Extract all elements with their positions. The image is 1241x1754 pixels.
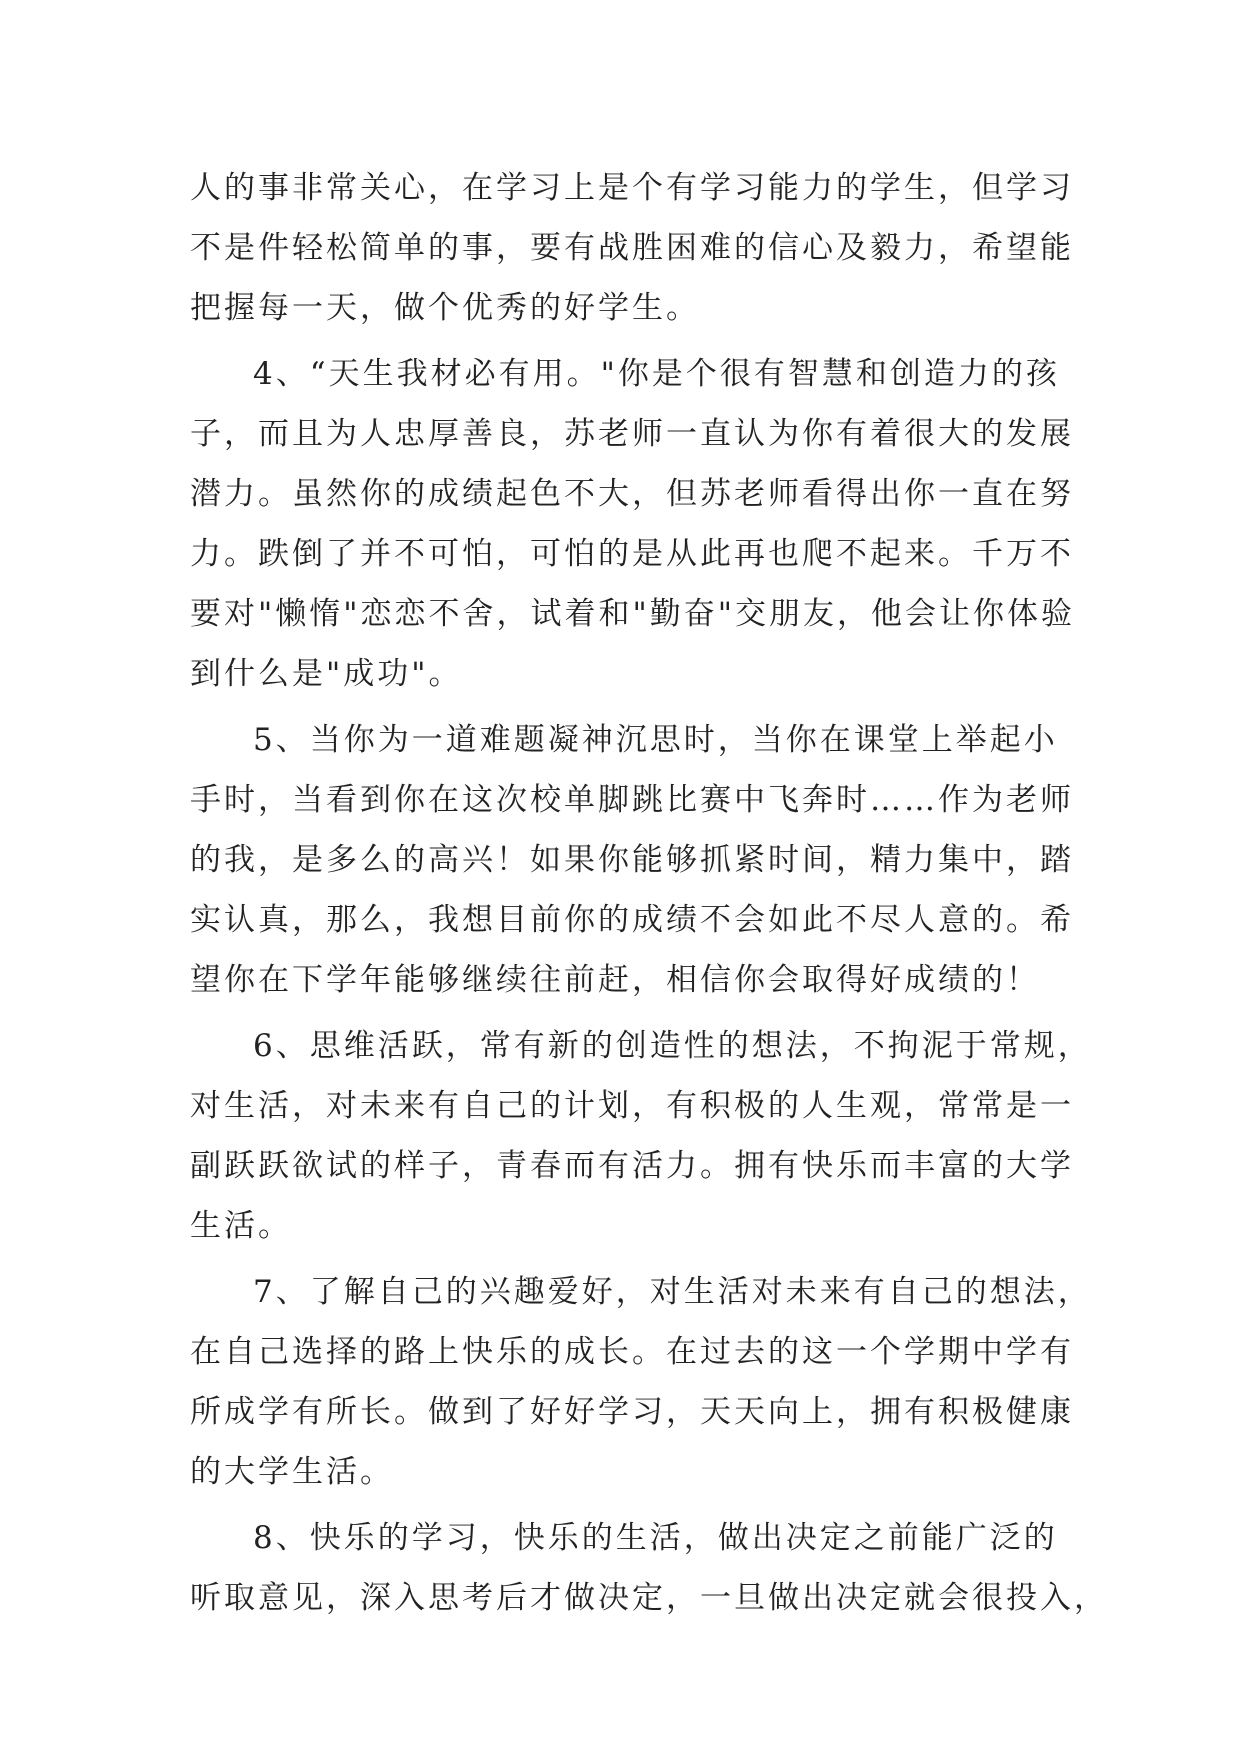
paragraph-4 (190, 344, 1076, 704)
text-line: 对生活，对未来有自己的计划，有积极的人生观，常常是一 (190, 1088, 1074, 1124)
text-line: 7、了解自己的兴趣爱好，对生活对未来有自己的想法， (253, 1274, 1092, 1310)
text-line: 的大学生活。 (190, 1454, 394, 1490)
paragraph-6 (190, 1016, 1092, 1256)
text-line: 子，而且为人忠厚善良，苏老师一直认为你有着很大的发展 (190, 416, 1074, 452)
text-line: 的我，是多么的高兴！如果你能够抓紧时间，精力集中，踏 (190, 842, 1074, 878)
text-line: 在自己选择的路上快乐的成长。在过去的这一个学期中学有 (190, 1334, 1074, 1370)
paragraph-8 (190, 1508, 1108, 1628)
text-line: 到什么是"成功"。 (190, 656, 463, 692)
text-line: 人的事非常关心，在学习上是个有学习能力的学生，但学习 (190, 170, 1074, 206)
text-line: 望你在下学年能够继续往前赶，相信你会取得好成绩的！ (190, 962, 1040, 998)
text-line: 手时，当看到你在这次校单脚跳比赛中飞奔时……作为老师 (190, 782, 1074, 818)
text-line: 6、思维活跃，常有新的创造性的想法，不拘泥于常规， (253, 1028, 1092, 1064)
text-line: 要对"懒惰"恋恋不舍，试着和"勤奋"交朋友，他会让你体验 (190, 596, 1076, 632)
text-line: 听取意见，深入思考后才做决定，一旦做出决定就会很投入， (190, 1580, 1108, 1616)
text-line: 实认真，那么，我想目前你的成绩不会如此不尽人意的。希 (190, 902, 1074, 938)
text-line: 所成学有所长。做到了好好学习，天天向上，拥有积极健康 (190, 1394, 1074, 1430)
text-line: 生活。 (190, 1208, 292, 1244)
paragraph-3-continued (190, 158, 1074, 338)
paragraph-7 (190, 1262, 1092, 1502)
text-line: 潜力。虽然你的成绩起色不大，但苏老师看得出你一直在努 (190, 476, 1074, 512)
text-line: 4、“天生我材必有用。"你是个很有智慧和创造力的孩 (253, 356, 1060, 392)
text-line: 副跃跃欲试的样子，青春而有活力。拥有快乐而丰富的大学 (190, 1148, 1074, 1184)
body-text (190, 158, 1108, 1628)
text-line: 不是件轻松简单的事，要有战胜困难的信心及毅力，希望能 (190, 230, 1074, 266)
text-line: 力。跌倒了并不可怕，可怕的是从此再也爬不起来。千万不 (190, 536, 1074, 572)
text-line: 把握每一天，做个优秀的好学生。 (190, 290, 700, 326)
paragraph-5 (190, 710, 1074, 1010)
text-line: 5、当你为一道难题凝神沉思时，当你在课堂上举起小 (253, 722, 1058, 758)
text-line: 8、快乐的学习，快乐的生活，做出决定之前能广泛的 (253, 1520, 1058, 1556)
